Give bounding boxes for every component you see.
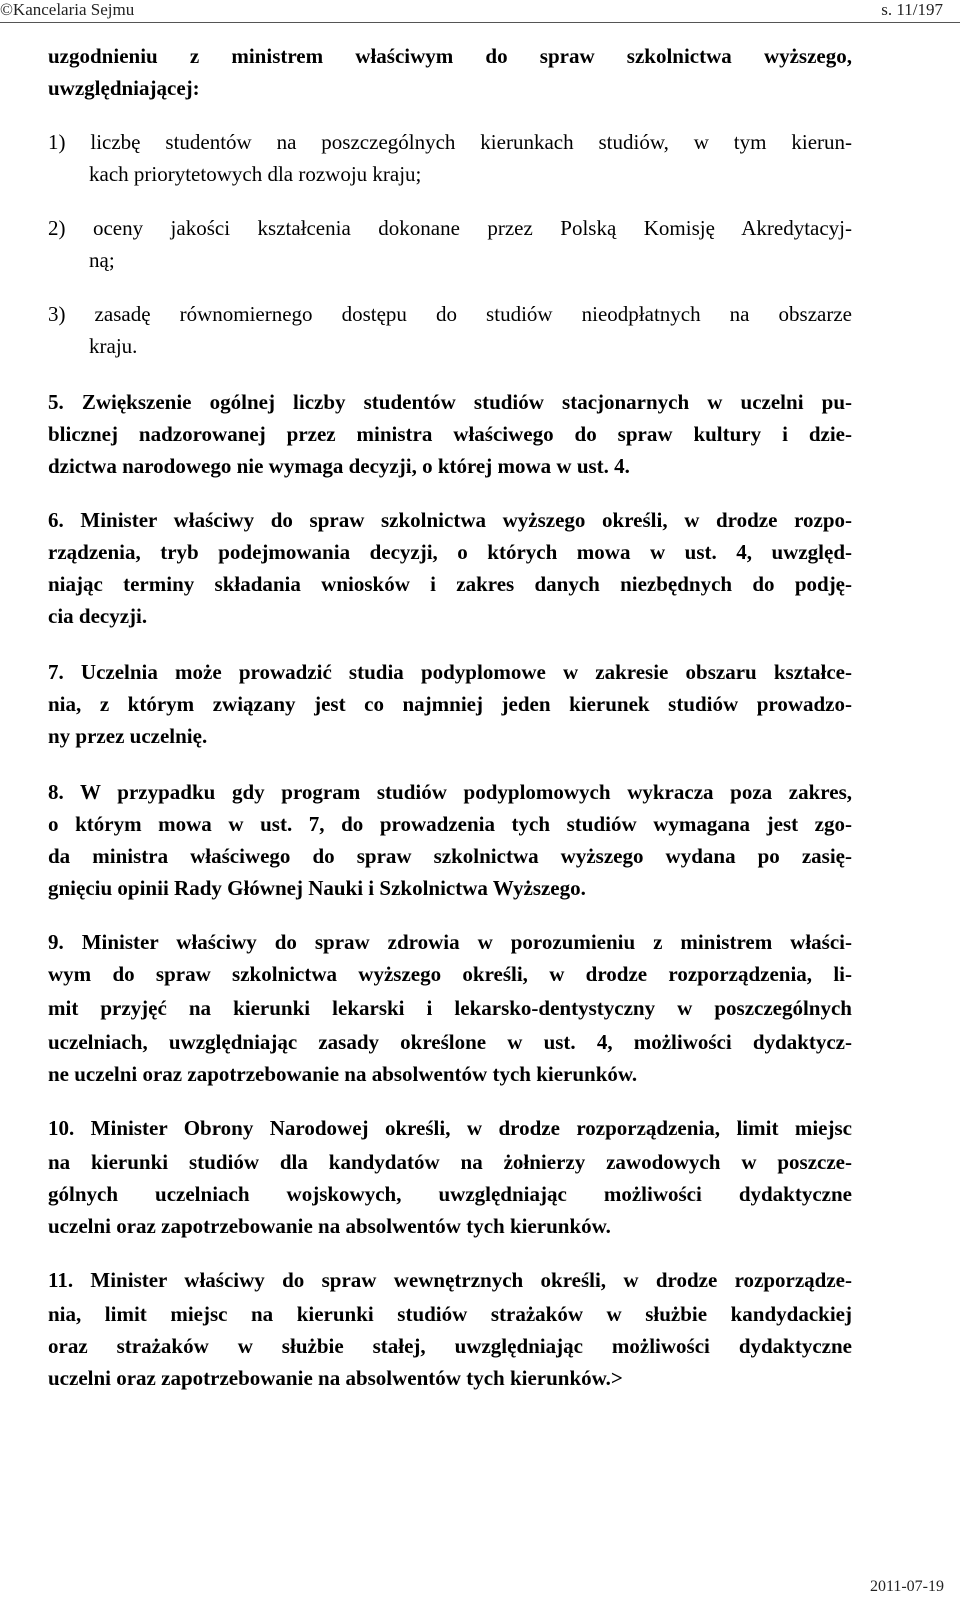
text-line: ną; xyxy=(89,248,115,272)
text-line: 8. W przypadku gdy program studiów podyplomowych wykracza poza zakres, xyxy=(48,780,852,804)
text-line: 3) zasadę równomiernego dostępu do studiów nieodpłatnych na obszarze xyxy=(48,302,852,326)
text-line: uczelniach, uwzględniając zasady określone w ust. 4, możliwości dydaktycz- xyxy=(48,1030,852,1054)
text-line: 1) liczbę studentów na poszczególnych kierunkach studiów, w tym kierun- xyxy=(48,130,852,154)
text-line: uzgodnieniu z ministrem właściwym do spraw szkolnictwa wyższego, xyxy=(48,44,852,68)
header-source: ©Kancelaria Sejmu xyxy=(0,0,135,19)
text-line: mit przyjęć na kierunki lekarski i lekarsko-dentystyczny w poszczególnych xyxy=(48,996,852,1020)
text-line: 6. Minister właściwy do spraw szkolnictwa wyższego określi, w drodze rozpo- xyxy=(48,508,852,532)
text-line: nia, z którym związany jest co najmniej jeden kierunek studiów prowadzo- xyxy=(48,692,852,716)
text-line: da ministra właściwego do spraw szkolnictwa wyższego wydana po zasię- xyxy=(48,844,852,868)
header-page-number: s. 11/197 xyxy=(881,0,943,19)
text-line: wym do spraw szkolnictwa wyższego określi, w drodze rozporządzenia, li- xyxy=(48,962,852,986)
text-line: dzictwa narodowego nie wymaga decyzji, o której mowa w ust. 4. xyxy=(48,454,630,478)
text-line: niając terminy składania wniosków i zakres danych niezbędnych do podję- xyxy=(48,572,852,596)
text-line: cia decyzji. xyxy=(48,604,148,628)
text-line: 5. Zwiększenie ogólnej liczby studentów studiów stacjonarnych w uczelni pu- xyxy=(48,390,852,414)
text-line: 9. Minister właściwy do spraw zdrowia w porozumieniu z ministrem właści- xyxy=(48,930,852,954)
text-line: uczelni oraz zapotrzebowanie na absolwentów tych kierunków.> xyxy=(48,1366,623,1390)
text-line: 7. Uczelnia może prowadzić studia podyplomowe w zakresie obszaru kształce- xyxy=(48,660,852,684)
text-line: ny przez uczelnię. xyxy=(48,724,208,748)
text-line: 10. Minister Obrony Narodowej określi, w drodze rozporządzenia, limit miejsc xyxy=(48,1116,852,1140)
text-line: ne uczelni oraz zapotrzebowanie na absolwentów tych kierunków. xyxy=(48,1062,638,1086)
text-line: oraz strażaków w służbie stałej, uwzględniając możliwości dydaktyczne xyxy=(48,1334,852,1358)
text-line: 2) oceny jakości kształcenia dokonane przez Polską Komisję Akredytacyj- xyxy=(48,216,852,240)
footer-date: 2011-07-19 xyxy=(869,1578,944,1595)
text-line: uczelni oraz zapotrzebowanie na absolwentów tych kierunków. xyxy=(48,1214,611,1238)
text-line: kach priorytetowych dla rozwoju kraju; xyxy=(89,162,422,186)
text-line: blicznej nadzorowanej przez ministra właściwego do spraw kultury i dzie- xyxy=(48,422,852,446)
text-line: rządzenia, tryb podejmowania decyzji, o których mowa w ust. 4, uwzględ- xyxy=(48,540,852,564)
text-line: gnięciu opinii Rady Głównej Nauki i Szkolnictwa Wyższego. xyxy=(48,876,586,900)
text-line: uwzględniającej: xyxy=(48,76,200,100)
text-line: gólnych uczelniach wojskowych, uwzględniając możliwości dydaktyczne xyxy=(48,1182,852,1206)
text-line: 11. Minister właściwy do spraw wewnętrznych określi, w drodze rozporządze- xyxy=(48,1268,852,1292)
text-line: kraju. xyxy=(89,334,138,358)
text-line: nia, limit miejsc na kierunki studiów strażaków w służbie kandydackiej xyxy=(48,1302,852,1326)
text-line: na kierunki studiów dla kandydatów na żołnierzy zawodowych w poszcze- xyxy=(48,1150,852,1174)
text-line: o którym mowa w ust. 7, do prowadzenia tych studiów wymagana jest zgo- xyxy=(48,812,852,836)
header-rule xyxy=(0,22,960,23)
